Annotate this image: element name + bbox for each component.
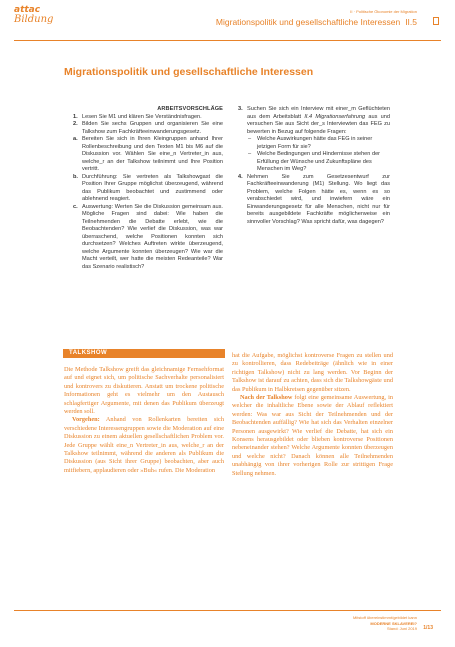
logo-line-1: attac (14, 5, 41, 15)
task-subitem: – Welche Auswirkungen hätte das FEG in seiner jetzigen Form für sie? (248, 136, 373, 150)
talkshow-paragraph: Vorgehen: Anhand von Rollenkarten bereiten sich verschiedene Interessengruppen sowie die Moderation auf eine Diskussion zu einem aktuellen gesellschaftlichen Problem vor. Jede Gruppe wählt eine_n Vertreter_in aus, welche_r an der Talkshow teilnimmt, während die anderen als Publikum die Diskussion (aus Sicht ihrer Gruppe) beobachten, aber auch mitfiebern, applaudieren oder »Buh« rufen. Die Moderation (64, 416, 224, 474)
task-item: 1. Lesen Sie M1 und klären Sie Verständnisfragen. (73, 113, 202, 120)
footer-series-title: MODERNE SKLAVEREI? (370, 620, 417, 626)
task-item-4: 4. Nehmen Sie zum Gesetzesentwurf zur Fachkräfteeinwanderung (M1) Stellung. Wo liegt das Problem, welche Folgen hätte es, wenn es so verabschiedet wird, und inwiefern wäre ein Einwanderungsgesetz für alle Menschen, nicht nur für bereits ausgebildete Fachkräfte möglicherweise ein sinnvoller Vorschlag? Was spricht dafür, was dagegen? (238, 173, 390, 225)
arbeitsvorschlaege-title: ARBEITSVORSCHLÄGE (157, 106, 223, 112)
attac-bildung-logo (14, 6, 54, 25)
footer-divider (14, 610, 441, 611)
chapter-number: II.5 (405, 17, 417, 27)
footer-date: Stand: Juni 2019 (386, 626, 417, 631)
task-item: c. Auswertung: Werten Sie die Diskussion gemeinsam aus. Mögliche Fragen sind dabei: Wie haben die Teilnehmenden die Debatte erlebt, wie die Beobachtenden? Wie verlief die Diskussion, was war überraschend, welche Positionen konnten sich durchsetzen? Welches Auftreten wirkte überzeugend, welche Argumente konnten überzeugen? Wie war die Macht verteilt, wer hatte die meisten Redeanteile? War das Szenario realistisch? (73, 203, 223, 270)
task-item: a. Bereiten Sie sich in Ihren Kleingruppen anhand Ihrer Rollenbeschreibung und den Texten M1 bis M6 auf die Diskussion vor. Wählen Sie eine_n Vertreter_in aus, welche_r an der Talkshow teilnimmt und Ihre Position vertritt. (73, 136, 223, 172)
task-subitem: – Welche Bedingungen und Hindernisse stehen der Erfüllung der Wünsche und Zukunftspläne des Menschen im Weg? (248, 151, 381, 172)
talkshow-right-column (232, 352, 393, 478)
talkshow-paragraph: Die Methode Talkshow greift das gleichnamige Fernsehformat auf und eignet sich, um politische Sachverhalte personalisiert und kontrovers zu diskutieren. Anstatt um trockene politische Informationen geht es vielmehr um den Austausch schlagfertiger Argumente, mit denen das Publikum überzeugt werden soll. (64, 366, 224, 416)
arbeitsvorschlaege-left-column (73, 106, 223, 271)
running-header-title: Migrationspolitik und gesellschaftliche Interessen (215, 17, 401, 27)
task-item: 2. Bilden Sie sechs Gruppen und organisieren Sie eine Talkshow zum Fachkräfteeinwanderungsgesetz. (73, 121, 223, 135)
breadcrumb: II · Politische Ökonomie der Migration (350, 9, 417, 14)
page-number: 1/13 (423, 625, 433, 631)
task-item-3: 3. Suchen Sie sich ein Interview mit einer_m Geflüchteten aus dem Arbeitsblatt II.4 Migrationserfahrung aus und versuchen Sie aus Sicht der_s Interviewten das FEG zu bewerten in Bezug auf folgende Fragen: (238, 106, 390, 135)
running-header (216, 17, 417, 27)
talkshow-left-column (64, 366, 224, 475)
talkshow-label: TALKSHOW (69, 350, 108, 356)
page-title: Migrationspolitik und gesellschaftliche Interessen (64, 66, 314, 78)
footer-line-1: Mitstoff übereinstimmt/gebildet kann (353, 615, 417, 620)
arbeitsvorschlaege-right-column (238, 106, 390, 226)
task-item: b. Durchführung: Sie vertreten als Talkshowgast die Position Ihrer Gruppe möglichst überzeugend, während das Publikum beobachtet und zustimmend oder ablehnend reagiert. (73, 173, 223, 202)
header-divider (14, 40, 441, 41)
talkshow-label-bar (63, 349, 225, 358)
footer (353, 615, 417, 632)
chapter-tab-marker (433, 17, 439, 25)
logo-line-2: Bildung (14, 14, 54, 25)
talkshow-paragraph: Nach der Talkshow folgt eine gemeinsame Auswertung, in welcher die inhaltliche Ebene sowie der Ablauf reflektiert werden: Was war aus Sicht der Teilnehmenden und der Beobachtenden auffällig? Wie hat sich das Verhalten einzelner Personen ausgewirkt? Wie verlief die Debatte, hat sich ein Konsens herausgebildet oder blieben kontroverse Positionen nebeneinander stehen? Welche Argumente konnten überzeugen und welche nicht? Danach können alle Teilnehmenden unabhängig von ihrer vorherigen Rolle zur strittigen Frage Stellung nehmen. (232, 394, 393, 477)
talkshow-paragraph: hat die Aufgabe, möglichst kontroverse Fragen zu stellen und zu kontrollieren, dass Redebeiträge (ähnlich wie in einer richtigen Talkshow) nicht zu lang werden. Vor Beginn der Talkshow ist darauf zu achten, dass sich die Talkshowgäste und das Publikum in Halbkreisen gegenüber sitzen. (232, 352, 393, 393)
